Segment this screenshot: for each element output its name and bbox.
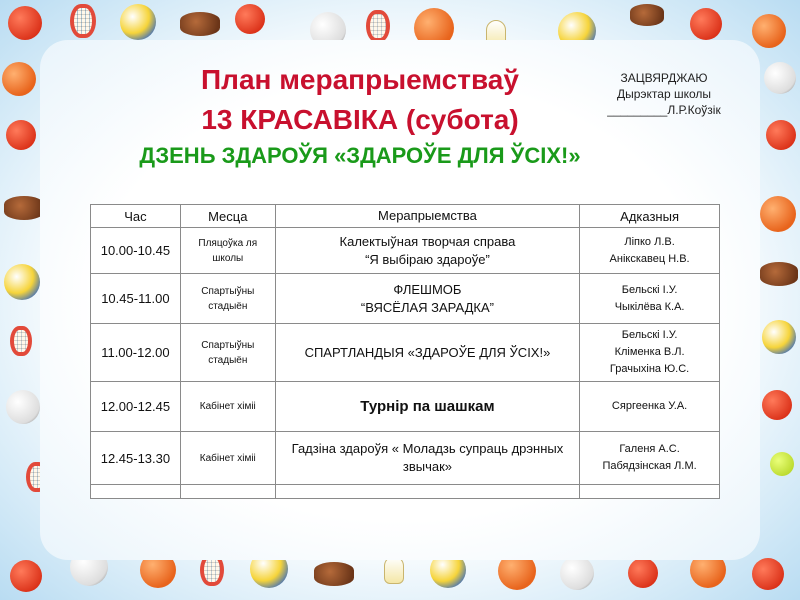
cell-place: [180, 432, 275, 485]
event-line: Калектыўная творчая справа: [339, 233, 516, 249]
cell-event: [275, 432, 579, 485]
table-row-empty: [91, 485, 720, 499]
cell-event: [275, 324, 579, 382]
responsible-line: Грачыхіна Ю.С.: [609, 363, 690, 375]
volleyball-icon: [4, 264, 40, 300]
event-line: ФЛЕШМОБ: [393, 281, 462, 297]
place-line: стадыён: [208, 300, 248, 312]
ping-pong-paddle-icon: [628, 558, 658, 588]
tennis-racket-icon: [70, 4, 96, 38]
event-day-title: ДЗЕНЬ ЗДАРОЎЯ «ЗДАРОЎЕ ДЛЯ ЎСІХ!»: [139, 143, 581, 168]
cell-empty: [91, 485, 181, 499]
event-line: СПАРТЛАНДЫЯ «ЗДАРОЎЕ ДЛЯ ЎСІХ!»: [304, 344, 551, 360]
volleyball-icon: [762, 320, 796, 354]
volleyball-icon: [120, 4, 156, 40]
approval-block: [594, 70, 734, 118]
ping-pong-paddle-icon: [752, 558, 784, 590]
event-line: Турнір па шашкам: [360, 397, 495, 415]
responsible-line: Бельскі І.У.: [621, 329, 678, 341]
cell-time: 10.00-10.45: [91, 228, 181, 274]
event-line: звычак»: [402, 459, 452, 474]
cell-empty: [580, 485, 720, 499]
american-football-icon: [760, 262, 798, 286]
header-place: Месца: [180, 205, 275, 228]
cell-responsible: [580, 228, 720, 274]
tennis-racket-icon: [366, 10, 390, 42]
cell-time: 12.00-12.45: [91, 382, 181, 432]
american-football-icon: [630, 4, 664, 26]
cell-responsible: [580, 382, 720, 432]
date-title: 13 КРАСАВІКА (субота): [201, 104, 519, 135]
ping-pong-paddle-icon: [6, 120, 36, 150]
place-line: школы: [212, 252, 244, 264]
cell-time: 12.45-13.30: [91, 432, 181, 485]
soccer-ball-icon: [6, 390, 40, 424]
place-line: Спартыўны: [201, 285, 255, 297]
approval-signature: _________Л.Р.Коўзік: [607, 103, 721, 117]
ping-pong-paddle-icon: [10, 560, 42, 592]
responsible-line: Галеня А.С.: [619, 443, 680, 455]
american-football-icon: [180, 12, 220, 36]
cell-empty: [180, 485, 275, 499]
plan-title: План мерапрыемстваў: [201, 64, 519, 95]
ping-pong-paddle-icon: [690, 8, 722, 40]
ping-pong-paddle-icon: [766, 120, 796, 150]
ping-pong-paddle-icon: [8, 6, 42, 40]
cell-place: [180, 324, 275, 382]
cell-time: 11.00-12.00: [91, 324, 181, 382]
table-row: [91, 274, 720, 324]
american-football-icon: [4, 196, 44, 220]
responsible-line: Чыкілёва К.А.: [614, 300, 685, 313]
header-time: Час: [91, 205, 181, 228]
header-event: Мерапрыемства: [275, 205, 579, 228]
basketball-icon: [2, 62, 36, 96]
event-line: “Я выбіраю здароўе”: [365, 251, 490, 267]
cell-responsible: [580, 324, 720, 382]
event-line: Гадзіна здароўя « Моладзь супраць дрэнных: [291, 441, 564, 456]
approval-heading: ЗАЦВЯРДЖАЮ: [620, 71, 708, 85]
american-football-icon: [314, 562, 354, 586]
cell-event: [275, 274, 579, 324]
soccer-ball-icon: [560, 556, 594, 590]
table-row: [91, 228, 720, 274]
responsible-line: Пабядзінская Л.М.: [602, 460, 697, 472]
basketball-icon: [752, 14, 786, 48]
ping-pong-paddle-icon: [762, 390, 792, 420]
table-row: [91, 432, 720, 485]
shuttlecock-icon: [384, 556, 404, 584]
cell-empty: [275, 485, 579, 499]
cell-place: [180, 228, 275, 274]
tennis-racket-icon: [10, 326, 32, 356]
event-line: “ВЯСЁЛАЯ ЗАРАДКА”: [360, 299, 494, 315]
table-header-row: [91, 205, 720, 228]
responsible-line: Бельскі І.У.: [621, 283, 678, 296]
header-responsible: Адказныя: [580, 205, 720, 228]
place-line: стадыён: [208, 354, 248, 366]
responsible-line: Кліменка В.Л.: [614, 346, 685, 358]
cell-event: [275, 382, 579, 432]
place-line: Пляцоўка ля: [198, 237, 258, 249]
ping-pong-paddle-icon: [235, 4, 265, 34]
schedule-table: [90, 204, 720, 499]
place-line: Кабінет хіміі: [199, 401, 256, 412]
place-line: Кабінет хіміі: [199, 452, 256, 464]
cell-event: [275, 228, 579, 274]
responsible-line: Анікскавец Н.В.: [609, 252, 690, 265]
place-line: Спартыўны: [201, 339, 255, 351]
table-row: [91, 324, 720, 382]
cell-responsible: [580, 274, 720, 324]
soccer-ball-icon: [764, 62, 796, 94]
table-row: [91, 382, 720, 432]
tennis-ball-icon: [770, 452, 794, 476]
cell-responsible: [580, 432, 720, 485]
cell-time: 10.45-11.00: [91, 274, 181, 324]
responsible-line: Сяргеенка У.А.: [611, 400, 688, 412]
cell-place: [180, 274, 275, 324]
basketball-icon: [760, 196, 796, 232]
cell-place: [180, 382, 275, 432]
responsible-line: Ліпко Л.В.: [624, 235, 675, 248]
approval-position: Дырэктар школы: [616, 87, 712, 101]
